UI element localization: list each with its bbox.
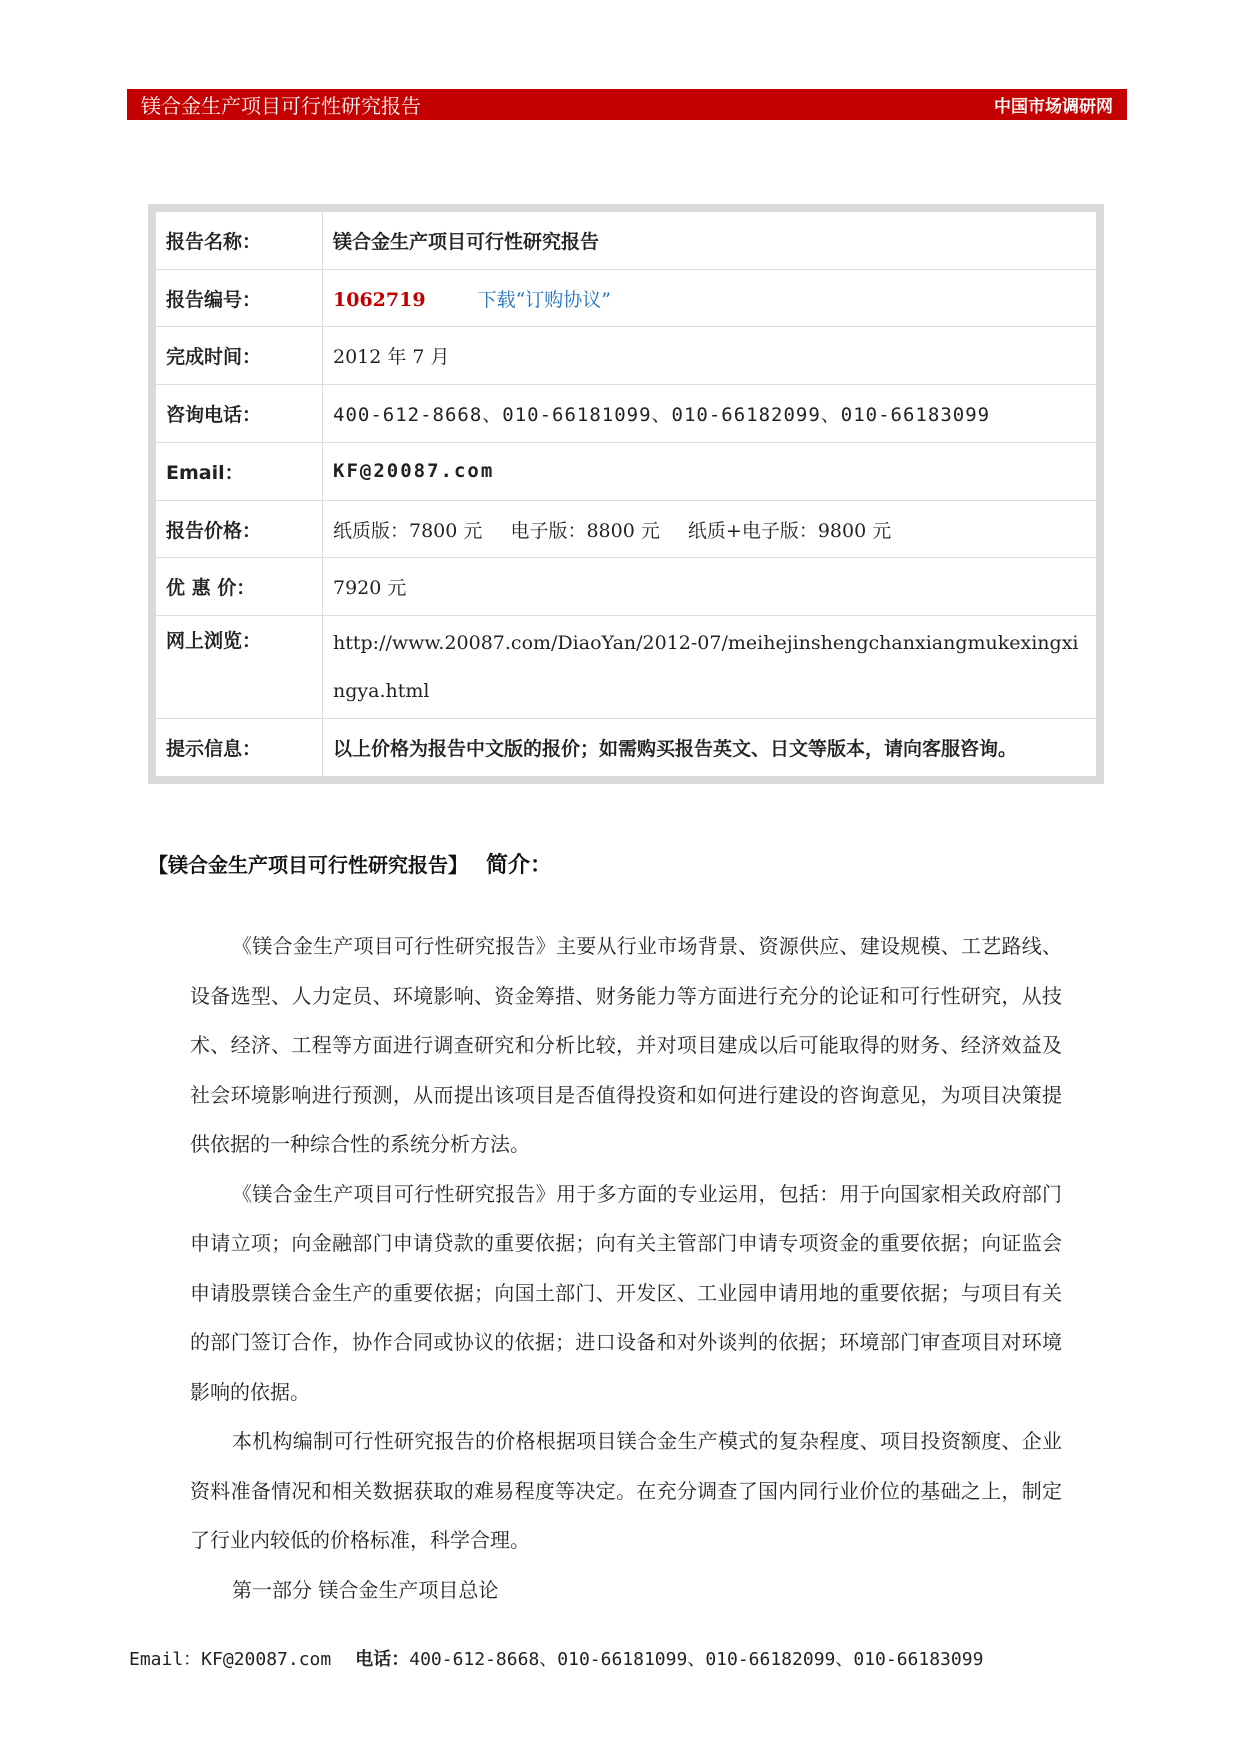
section-suffix: 简介：: [486, 853, 553, 878]
report-name-value: 镁合金生产项目可行性研究报告: [323, 212, 1097, 270]
report-code-label: 报告编号：: [156, 269, 323, 327]
phone-value: 400-612-8668、010-66181099、010-66182099、010-66183099: [323, 385, 1097, 443]
paragraph: 《镁合金生产项目可行性研究报告》用于多方面的专业运用，包括：用于向国家相关政府部门申请立项；向金融部门申请贷款的重要依据；向有关主管部门申请专项资金的重要依据；向证监会申请股票镁合金生产的重要依据；向国土部门、开发区、工业园申请用地的重要依据；与项目有关的部门签订合作，协作合同或协议的依据；进口设备和对外谈判的依据；环境部门审查项目对环境影响的依据。: [190, 1181, 1062, 1404]
section-heading: [148, 848, 552, 879]
footer-email[interactable]: Email：KF@20087.com: [129, 1649, 332, 1670]
report-name-label: 报告名称：: [156, 212, 323, 270]
tip-value: 以上价格为报告中文版的报价；如需购买报告英文、日文等版本，请向客服咨询。: [323, 719, 1097, 777]
footer-phones: 400-612-8668、010-66181099、010-66182099、010-66183099: [409, 1649, 984, 1670]
price-cell: [323, 500, 1097, 558]
price-both: 纸质+电子版：9800 元: [687, 519, 892, 542]
price-label: 报告价格：: [156, 500, 323, 558]
header-brand[interactable]: 中国市场调研网: [994, 97, 1113, 117]
url-label: 网上浏览：: [156, 616, 323, 719]
discount-value: 7920 元: [323, 558, 1097, 616]
table-row: [156, 327, 1097, 385]
header-title: 镁合金生产项目可行性研究报告: [141, 94, 421, 118]
download-agreement-link[interactable]: 下载“订购协议”: [477, 288, 612, 311]
email-value[interactable]: KF@20087.com: [323, 442, 1097, 500]
page-footer: [129, 1645, 1129, 1671]
table-row: [156, 442, 1097, 500]
report-info-table: [155, 211, 1097, 777]
intro-body: [190, 922, 1062, 1615]
table-row: [156, 719, 1097, 777]
report-info-frame: [148, 204, 1104, 784]
report-code-value: 1062719: [333, 288, 426, 311]
email-label: Email：: [156, 442, 323, 500]
table-row: [156, 616, 1097, 719]
table-row: [156, 212, 1097, 270]
price-electronic: 电子版：8800 元: [510, 519, 660, 542]
footer-phone-label: 电话：: [355, 1649, 410, 1670]
tip-label: 提示信息：: [156, 719, 323, 777]
completion-date-value: 2012 年 7 月: [323, 327, 1097, 385]
paragraph: 本机构编制可行性研究报告的价格根据项目镁合金生产模式的复杂程度、项目投资额度、企业资料准备情况和相关数据获取的难易程度等决定。在充分调查了国内同行业价位的基础之上，制定了行业内较低的价格标准，科学合理。: [190, 1429, 1062, 1552]
section-title: 【镁合金生产项目可行性研究报告】: [148, 853, 468, 877]
completion-date-label: 完成时间：: [156, 327, 323, 385]
report-url-link[interactable]: http://www.20087.com/DiaoYan/2012-07/meihejinshengchanxiangmukexingxingya.html: [323, 616, 1097, 719]
phone-label: 咨询电话：: [156, 385, 323, 443]
table-row: [156, 385, 1097, 443]
table-row: [156, 500, 1097, 558]
table-row: [156, 269, 1097, 327]
part-one-heading: 第一部分 镁合金生产项目总论: [232, 1577, 499, 1602]
report-code-cell: [323, 269, 1097, 327]
header-bar: [127, 89, 1127, 120]
discount-label: 优 惠 价：: [156, 558, 323, 616]
table-row: [156, 558, 1097, 616]
paragraph: 《镁合金生产项目可行性研究报告》主要从行业市场背景、资源供应、建设规模、工艺路线、设备选型、人力定员、环境影响、资金筹措、财务能力等方面进行充分的论证和可行性研究，从技术、经济、工程等方面进行调查研究和分析比较，并对项目建成以后可能取得的财务、经济效益及社会环境影响进行预测，从而提出该项目是否值得投资和如何进行建设的咨询意见，为项目决策提供依据的一种综合性的系统分析方法。: [190, 934, 1062, 1156]
price-paper: 纸质版：7800 元: [333, 519, 483, 542]
